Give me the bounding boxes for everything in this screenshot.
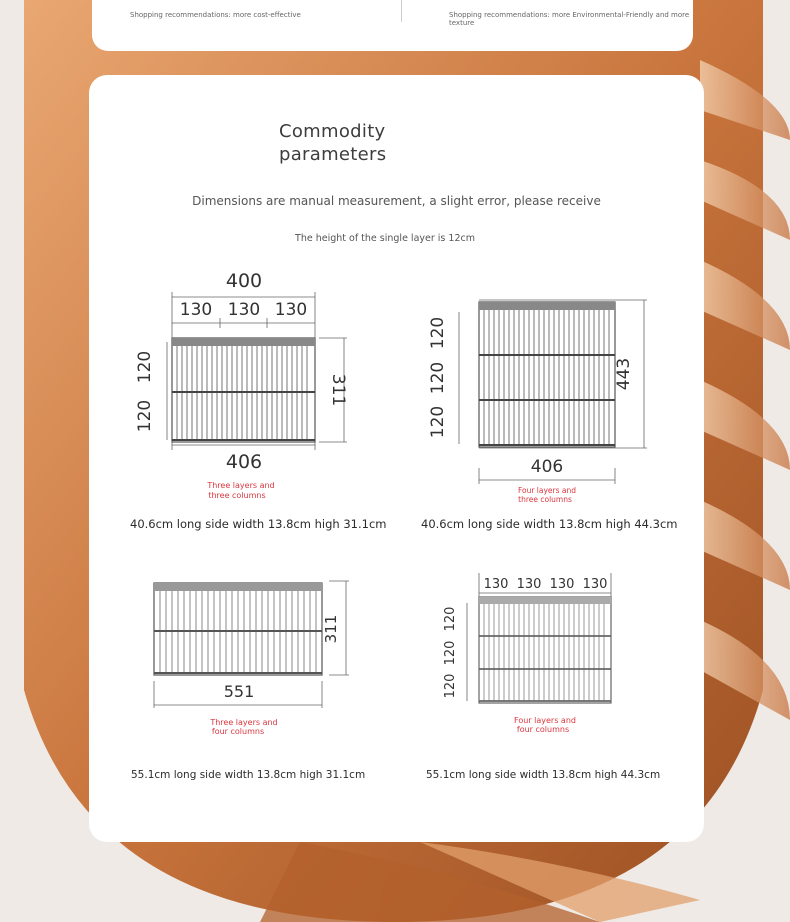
dim-col-2: 130: [227, 300, 261, 320]
config-label-line2: three columns: [208, 491, 266, 500]
dim-row-2: 120: [135, 399, 155, 433]
dim-row-1: 120: [428, 316, 448, 350]
dim-row-2: 120: [443, 640, 458, 666]
product-drawing-2: [419, 290, 659, 505]
product-drawing-4: [439, 569, 639, 739]
dim-height: 311: [328, 373, 348, 407]
dim-col-1: 130: [483, 577, 509, 592]
dim-width: 406: [225, 451, 263, 473]
dim-col-4: 130: [582, 577, 608, 592]
config-label-line1: Three layers and: [207, 481, 275, 490]
product-drawing-3: [144, 573, 374, 738]
dim-col-3: 130: [549, 577, 575, 592]
card-divider: [401, 0, 402, 22]
product-drawing-1: [129, 270, 359, 500]
product-caption-3: 55.1cm long side width 13.8cm high 31.1cm: [131, 769, 366, 781]
dim-col-3: 130: [274, 300, 308, 320]
left-recommendation: Shopping recommendations: more cost-effective: [130, 11, 301, 19]
dim-height: 311: [322, 614, 340, 644]
dim-total-top: 400: [225, 270, 263, 292]
parameters-card: [89, 75, 704, 842]
config-label-line1: Four layers and: [517, 486, 577, 495]
right-recommendation: Shopping recommendations: more Environmental-Friendly and more texture: [449, 11, 690, 27]
dim-height: 443: [614, 357, 634, 391]
config-label-line2: three columns: [518, 495, 572, 504]
section-subtitle: Dimensions are manual measurement, a slight error, please receive: [192, 194, 601, 208]
product-caption-4: 55.1cm long side width 13.8cm high 44.3cm: [426, 769, 661, 781]
dim-row-3: 120: [443, 673, 458, 699]
dim-row-1: 120: [135, 350, 155, 384]
config-label-line1: Four layers and: [514, 716, 576, 725]
dim-col-2: 130: [516, 577, 542, 592]
product-caption-1: 40.6cm long side width 13.8cm high 31.1cm: [130, 517, 387, 531]
recommendation-card: [92, 0, 693, 51]
dim-row-1: 120: [443, 606, 458, 632]
config-label-line2: four columns: [211, 727, 265, 736]
dim-row-2: 120: [428, 361, 448, 395]
section-title: Commodity parameters: [279, 121, 387, 165]
dim-width: 551: [223, 682, 255, 701]
dim-width: 406: [530, 457, 564, 477]
layer-height-note: The height of the single layer is 12cm: [295, 233, 475, 244]
config-label-line1: Three layers and: [210, 718, 278, 727]
config-label-line2: four columns: [516, 725, 570, 734]
dim-row-3: 120: [428, 405, 448, 439]
dim-col-1: 130: [179, 300, 213, 320]
product-caption-2: 40.6cm long side width 13.8cm high 44.3cm: [421, 517, 678, 531]
